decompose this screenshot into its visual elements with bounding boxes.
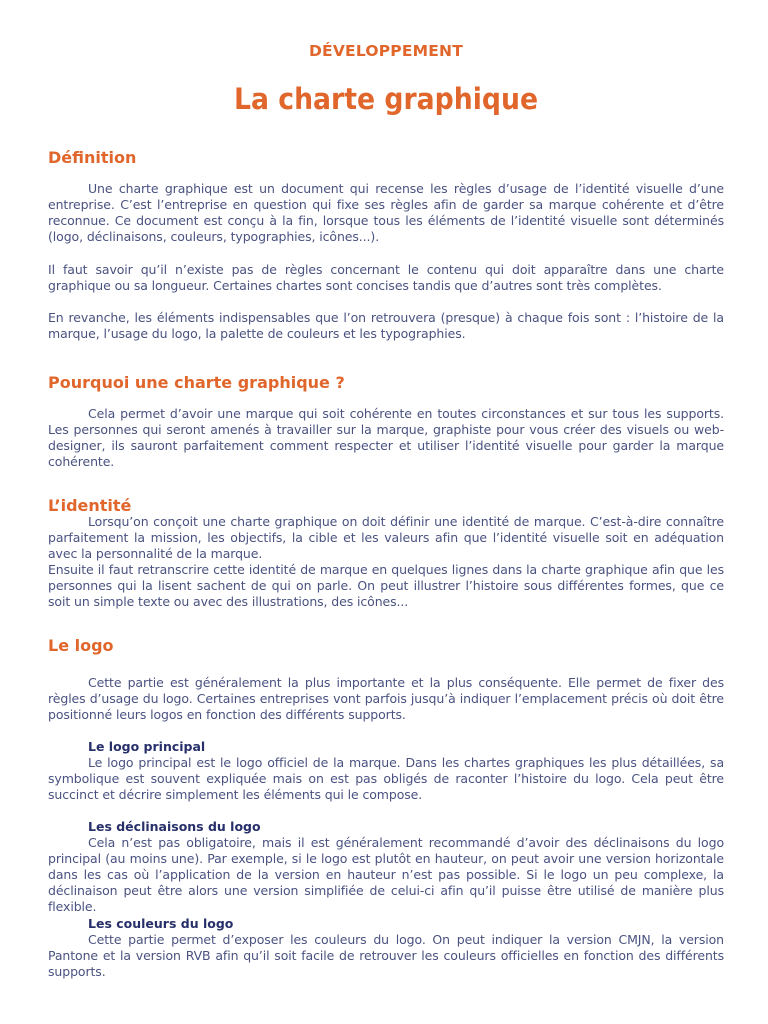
paragraph-identite-1: Lorsqu’on conçoit une charte graphique on doit définir une identité de marque. C’est-à-dire connaître parfaitement la mission, les objectifs, la cible et les valeurs afin que l’identité visuelle soit en adéquation avec la personnalité de la marque. (48, 514, 724, 561)
paragraph-logo-couleurs: Cette partie permet d’exposer les couleurs du logo. On peut indiquer la version CMJN, la version Pantone et la version RVB afin qu’il soit facile de retrouver les couleurs officielles en fonction des différents supports. (48, 932, 724, 979)
heading-definition: Définition (48, 148, 137, 167)
heading-identite: L’identité (48, 496, 132, 515)
paragraph-logo-declinaisons: Cela n’est pas obligatoire, mais il est généralement recommandé d’avoir des déclinaisons du logo principal (au moins une). Par exemple, si le logo est plutôt en hauteur, on peut avoir une version horizontale dans les cas où l’application de la version en hauteur n’est pas possible. Si le logo un peu complexe, la déclinaison peut être alors une version simplifiée de celui-ci afin qu’il puisse être utilisé de manière plus flexible. (48, 835, 724, 914)
heading-pourquoi: Pourquoi une charte graphique ? (48, 373, 345, 392)
heading-logo: Le logo (48, 636, 114, 655)
paragraph-definition-3: En revanche, les éléments indispensables que l’on retrouvera (presque) à chaque fois sont : l’histoire de la marque, l’usage du logo, la palette de couleurs et les typographies. (48, 310, 724, 341)
paragraph-logo-1: Cette partie est généralement la plus importante et la plus conséquente. Elle permet de fixer des règles d’usage du logo. Certaines entreprises vont parfois jusqu’à indiquer l’emplacement précis où doit être positionné leurs logos en fonction des différents supports. (48, 675, 724, 722)
paragraph-definition-2: Il faut savoir qu’il n’existe pas de règles concernant le contenu qui doit apparaître dans une charte graphique ou sa longueur. Certaines chartes sont concises tandis que d’autres sont très complètes. (48, 262, 724, 293)
paragraph-definition-1: Une charte graphique est un document qui recense les règles d’usage de l’identité visuelle d’une entreprise. C’est l’entreprise en question qui fixe ses règles afin de garder sa marque cohérente et d’être reconnue. Ce document est conçu à la fin, lorsque tous les éléments de l’identité visuelle sont déterminés (logo, déclinaisons, couleurs, typographies, icônes...). (48, 181, 724, 244)
subheading-logo-principal: Le logo principal (88, 739, 206, 754)
paragraph-logo-principal: Le logo principal est le logo officiel de la marque. Dans les chartes graphiques les plus détaillées, sa symbolique est souvent expliquée mais on est pas obligés de raconter l’histoire du logo. Cela peut être succinct et décrire simplement les éléments qui le compose. (48, 755, 724, 802)
page-title: La charte graphique (233, 82, 539, 116)
subheading-logo-couleurs: Les couleurs du logo (88, 916, 234, 931)
paragraph-pourquoi-1: Cela permet d’avoir une marque qui soit cohérente en toutes circonstances et sur tous les supports. Les personnes qui seront amenés à travailler sur la marque, graphiste pour vous créer des visuels ou web-designer, ils sauront parfaitement comment respecter et utiliser l’identité visuelle pour garder la marque cohérente. (48, 406, 724, 469)
subheading-logo-declinaisons: Les déclinaisons du logo (88, 819, 261, 834)
document-page (48, 0, 724, 1024)
paragraph-identite-2: Ensuite il faut retranscrire cette identité de marque en quelques lignes dans la charte graphique afin que les personnes qui la lisent sachent de qui on parle. On peut illustrer l’histoire sous différentes formes, que ce soit un simple texte ou avec des illustrations, des icônes... (48, 562, 724, 609)
section-kicker: DÉVELOPPEMENT (308, 42, 463, 60)
